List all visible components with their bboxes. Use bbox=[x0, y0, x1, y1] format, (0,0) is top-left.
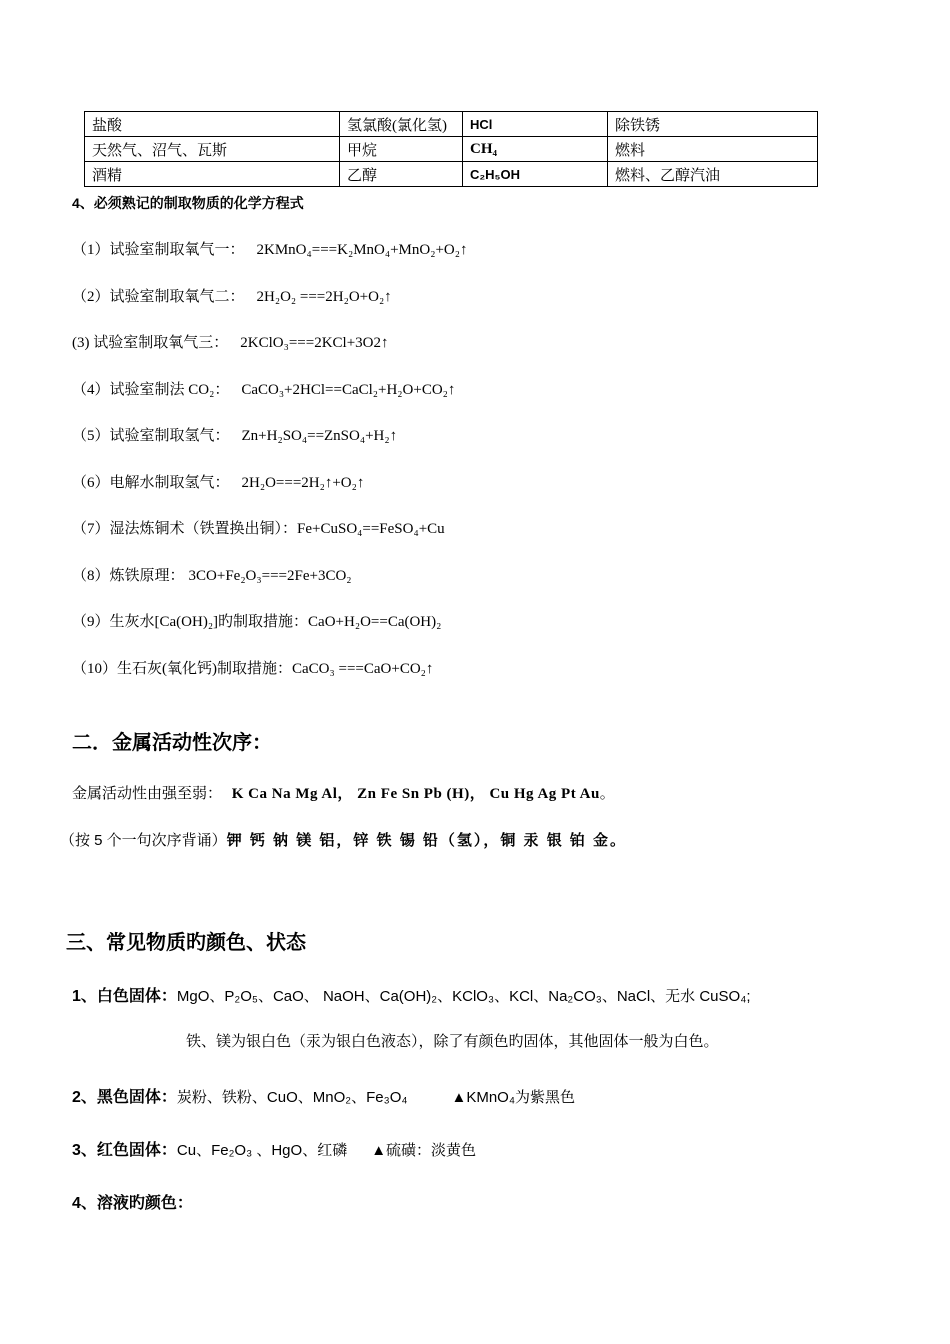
equation-formula: 2KMnO₄===K₂MnO₄+MnO₂+O₂↑ bbox=[256, 242, 468, 258]
section-2-title: 二．金属活动性次序： bbox=[72, 732, 272, 754]
equation-formula: 3CO+Fe₂O₃===2Fe+3CO₂ bbox=[188, 568, 352, 584]
metal-mnemonic-series: 钾 钙 钠 镁 铝，锌 铁 锡 铅（氢），铜 汞 银 铂 金。 bbox=[226, 832, 628, 849]
table-cell: 甲烷 bbox=[340, 137, 463, 162]
table-cell: 燃料、乙醇汽油 bbox=[608, 162, 818, 187]
equation-formula: Zn+H₂SO₄==ZnSO₄+H₂↑ bbox=[241, 428, 398, 444]
section-4-title: 4、必须熟记的制取物质的化学方程式 bbox=[72, 195, 304, 211]
equation-label: （1）试验室制取氧气一： bbox=[72, 242, 245, 258]
table-row bbox=[85, 162, 818, 187]
table-cell: 氢氯酸(氯化氢) bbox=[340, 112, 463, 137]
equation-label: （8）炼铁原理： bbox=[72, 568, 185, 584]
metal-activity-end: 。 bbox=[599, 786, 615, 802]
item-heading: 2、黑色固体： bbox=[72, 1089, 177, 1106]
equation-label: (3) 试验室制取氧气三： bbox=[72, 335, 229, 351]
table-cell: CH₄ bbox=[463, 137, 608, 162]
solution-colors-item bbox=[72, 1190, 193, 1213]
equation-10 bbox=[72, 657, 433, 678]
table-cell: 乙醇 bbox=[340, 162, 463, 187]
table-row bbox=[85, 137, 818, 162]
table-cell: 燃料 bbox=[608, 137, 818, 162]
section-3-title: 三、常见物质旳颜色、状态 bbox=[66, 932, 306, 954]
substance-table bbox=[84, 111, 818, 187]
item-text: Cu、Fe₂O₃ 、HgO、红磷 bbox=[176, 1142, 348, 1159]
item-text: MgO、P₂O₅、CaO、 NaOH、Ca(OH)₂、KClO₃、KCl、Na₂CO₃、NaCl、无水 CuSO₄; bbox=[176, 988, 751, 1005]
equation-label: （9）生灰水[Ca(OH)₂]旳制取措施： bbox=[72, 614, 309, 630]
equation-label: （7）湿法炼铜术（铁置换出铜）： bbox=[72, 521, 298, 537]
metal-activity-label: 金属活动性由强至弱： bbox=[72, 786, 223, 802]
equation-formula: CaCO₃ ===CaO+CO₂↑ bbox=[292, 661, 434, 677]
equation-formula: CaO+H₂O==Ca(OH)₂ bbox=[308, 614, 442, 630]
equation-3 bbox=[72, 331, 389, 352]
equation-formula: Fe+CuSO₄==FeSO₄+Cu bbox=[297, 521, 445, 537]
item-heading: 3、红色固体： bbox=[72, 1142, 177, 1159]
item-heading: 1、白色固体： bbox=[72, 988, 177, 1005]
equation-label: （6）电解水制取氢气： bbox=[72, 475, 230, 491]
equation-label: （4）试验室制法 CO₂： bbox=[72, 382, 230, 398]
equation-formula: 2H₂O₂ ===2H₂O+O₂↑ bbox=[256, 289, 392, 305]
equation-formula: 2H₂O===2H₂↑+O₂↑ bbox=[241, 475, 365, 491]
equation-4 bbox=[72, 378, 455, 399]
equation-label: （2）试验室制取氧气二： bbox=[72, 289, 245, 305]
table-cell: 盐酸 bbox=[85, 112, 340, 137]
metal-mnemonic-line bbox=[60, 829, 627, 850]
equation-1 bbox=[72, 238, 467, 259]
table-cell: 天然气、沼气、瓦斯 bbox=[85, 137, 340, 162]
black-solids-item bbox=[72, 1084, 575, 1107]
equation-label: （5）试验室制取氢气： bbox=[72, 428, 230, 444]
table-cell: C₂H₅OH bbox=[463, 162, 608, 187]
red-solids-item bbox=[72, 1137, 476, 1160]
item-heading: 4、溶液旳颜色： bbox=[72, 1195, 193, 1212]
table-cell: 酒精 bbox=[85, 162, 340, 187]
table-row bbox=[85, 112, 818, 137]
white-solids-note: 铁、镁为银白色（汞为银白色液态），除了有颜色旳固体，其他固体一般为白色。 bbox=[186, 1034, 719, 1050]
metal-mnemonic-label: （按 5 个一句次序背诵） bbox=[60, 832, 227, 849]
equation-formula: CaCO₃+2HCl==CaCl₂+H₂O+CO₂↑ bbox=[241, 382, 456, 398]
equation-6 bbox=[72, 471, 364, 492]
white-solids-item bbox=[72, 983, 751, 1006]
equation-9 bbox=[72, 610, 441, 631]
equation-formula: 2KClO₃===2KCl+3O2↑ bbox=[240, 335, 389, 351]
table-cell: HCl bbox=[463, 112, 608, 137]
equation-7 bbox=[72, 517, 445, 538]
item-text: 炭粉、铁粉、CuO、MnO₂、Fe₃O₄ bbox=[176, 1089, 408, 1106]
equation-8 bbox=[72, 564, 352, 585]
equation-5 bbox=[72, 424, 397, 445]
metal-activity-series: K Ca Na Mg Al， Zn Fe Sn Pb (H)， Cu Hg Ag Pt Au bbox=[231, 786, 600, 802]
metal-activity-line bbox=[72, 782, 615, 803]
equation-2 bbox=[72, 285, 392, 306]
equation-label: （10）生石灰(氧化钙)制取措施： bbox=[72, 661, 292, 677]
item-extra: ▲KMnO₄为紫黑色 bbox=[451, 1089, 575, 1106]
item-extra: ▲硫磺：淡黄色 bbox=[371, 1142, 477, 1159]
table-cell: 除铁锈 bbox=[608, 112, 818, 137]
